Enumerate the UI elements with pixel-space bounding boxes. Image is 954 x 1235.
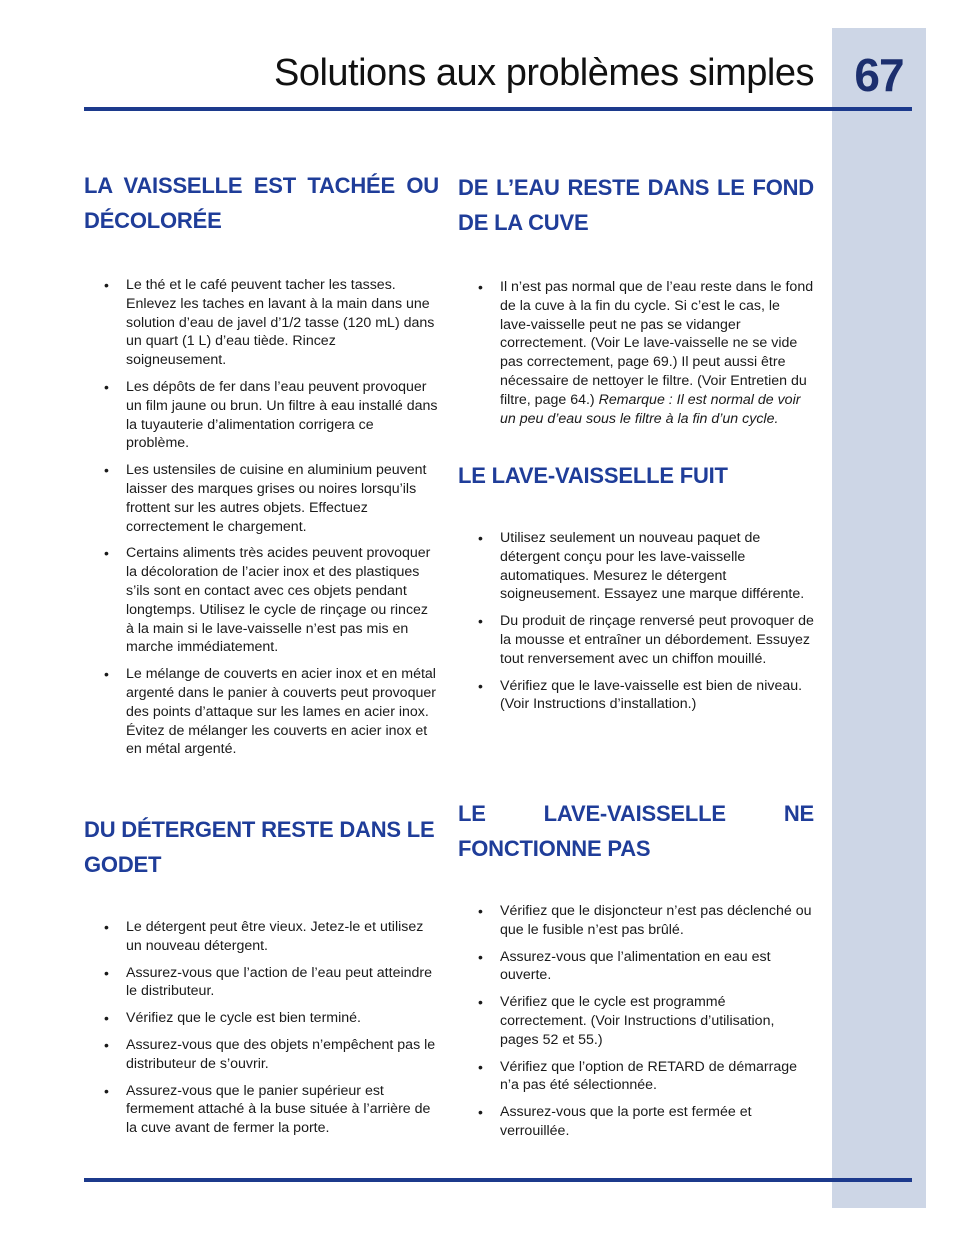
page-title: Solutions aux problèmes simples bbox=[274, 52, 814, 94]
list-item: • Les dépôts de fer dans l’eau peuvent provoquer un film jaune ou brun. Un filtre à eau installé dans la tuyauterie d’alimentation corrigera ce problème. bbox=[84, 378, 439, 453]
list-item: • Certains aliments très acides peuvent provoquer la décoloration de l’acier inox et des plastiques s’ils sont en contact avec ces objets pendant longtemps. Utilisez le cycle de rinçage ou rincez à la main si le lave-vaisselle n’est pas mis en marche immédiatement. bbox=[84, 544, 439, 657]
list-item: • Assurez-vous que le panier supérieur est fermement attaché à la buse située à l’arrière de la cuve avant de fermer la porte. bbox=[84, 1082, 439, 1138]
list-item: • Le détergent peut être vieux. Jetez-le et utilisez un nouveau détergent. bbox=[84, 918, 439, 956]
section-title: DE L’EAU RESTE DANS LE FOND DE LA CUVE bbox=[458, 175, 814, 235]
list-item: • Assurez-vous que l’action de l’eau peut atteindre le distributeur. bbox=[84, 964, 439, 1002]
section-water bbox=[458, 170, 814, 436]
section-leak bbox=[458, 458, 814, 722]
list-item: • Vérifiez que le cycle est programmé correctement. (Voir Instructions d’utilisation, pages 52 et 55.) bbox=[458, 993, 814, 1049]
bullet-list bbox=[458, 278, 814, 428]
section-detergent bbox=[84, 812, 439, 1146]
list-item: • Assurez-vous que l’alimentation en eau est ouverte. bbox=[458, 948, 814, 986]
section-title: LE LAVE-VAISSELLE FUIT bbox=[458, 463, 728, 488]
bullet-list bbox=[84, 276, 439, 759]
list-item: • Vérifiez que l’option de RETARD de démarrage n’a pas été sélectionnée. bbox=[458, 1058, 814, 1096]
list-item: • Vérifiez que le cycle est bien terminé. bbox=[84, 1009, 439, 1028]
list-item: • Utilisez seulement un nouveau paquet de détergent conçu pour les lave-vaisselle automatiques. Mesurez le détergent soigneusement. Essayez une marque différente. bbox=[458, 529, 814, 604]
list-item: • Vérifiez que le lave-vaisselle est bien de niveau. (Voir Instructions d’installation.) bbox=[458, 677, 814, 715]
item-note: Remarque : Il est normal de voir un peu d’eau sous le filtre à la fin d’un cycle. bbox=[500, 391, 801, 427]
list-item: • Du produit de rinçage renversé peut provoquer de la mousse et entraîner un débordement. Essuyez tout renversement avec un chiffon mouillé. bbox=[458, 612, 814, 668]
section-title: LA VAISSELLE EST TACHÉE OU DÉCOLORÉE bbox=[84, 173, 439, 233]
list-item: • Le mélange de couverts en acier inox et en métal argenté dans le panier à couverts peut provoquer des points d’attaque sur les lames en acier inox. Évitez de mélanger les couverts en acier inox et en métal argenté. bbox=[84, 665, 439, 759]
list-item bbox=[458, 278, 814, 428]
list-item: • Les ustensiles de cuisine en aluminium peuvent laisser des marques grises ou noires lorsqu’ils frottent sur les autres objets. Effectuez correctement le chargement. bbox=[84, 461, 439, 536]
side-band bbox=[832, 28, 926, 1208]
list-item: • Vérifiez que le disjoncteur n’est pas déclenché ou que le fusible n’est pas brûlé. bbox=[458, 902, 814, 940]
section-not-running bbox=[458, 796, 814, 1149]
list-item: • Assurez-vous que des objets n’empêchent pas le distributeur de s’ouvrir. bbox=[84, 1036, 439, 1074]
section-title: LE LAVE-VAISSELLE NE FONCTIONNE PAS bbox=[458, 801, 814, 861]
list-item: • Le thé et le café peuvent tacher les tasses. Enlevez les taches en lavant à la main dans une solution d’eau de javel d’1/2 tasse (120 mL) dans un quart (1 L) d’eau tiède. Rincez soigneusement. bbox=[84, 276, 439, 370]
bullet-list bbox=[458, 902, 814, 1141]
bottom-rule bbox=[84, 1178, 912, 1182]
list-item: • Assurez-vous que la porte est fermée et verrouillée. bbox=[458, 1103, 814, 1141]
section-title: DU DÉTERGENT RESTE DANS LE GODET bbox=[84, 817, 435, 877]
section-stained bbox=[84, 168, 439, 767]
top-rule bbox=[84, 107, 912, 111]
page-number: 67 bbox=[854, 49, 904, 101]
item-text: Il n’est pas normal que de l’eau reste dans le fond de la cuve à la fin du cycle. Si c’est le cas, le lave-vaisselle peut ne pas se vidanger correctement. (Voir Le lave-vaisselle ne se vide pas correctement, page 69.) Il peut aussi être nécessaire de nettoyer le filtre. (Voir Entretien du filtre, page 64.) bbox=[500, 279, 814, 408]
bullet-list bbox=[458, 529, 814, 714]
bullet-list bbox=[84, 918, 439, 1138]
